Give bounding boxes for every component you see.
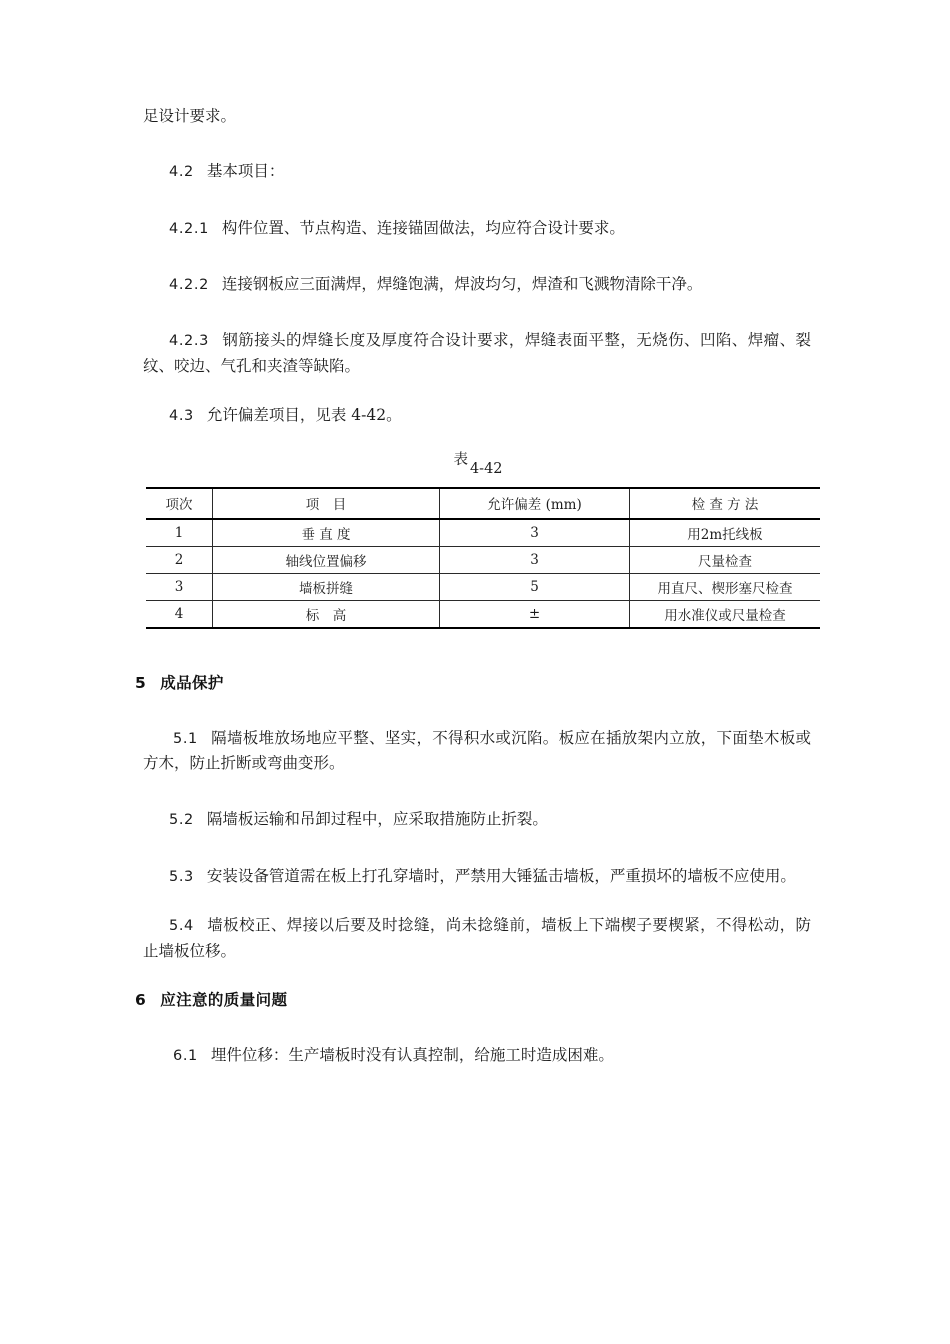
cell-method: 尺量检查 <box>630 546 821 573</box>
paragraph-text-6-1: 埋件位移：生产墙板时没有认真控制，给施工时造成困难。 <box>210 1045 614 1064</box>
paragraph-text-4-2-1: 构件位置、节点构造、连接锚固做法，均应符合设计要求。 <box>221 218 625 237</box>
tolerance-table <box>146 487 820 629</box>
paragraph-number-4-2-1: 4.2.1 <box>169 220 209 237</box>
paragraph-text-5-2: 隔墙板运输和吊卸过程中，应采取措施防止折裂。 <box>206 810 548 829</box>
cell-tolerance: 3 <box>440 519 630 547</box>
paragraph-text-5-1: 隔墙板堆放场地应平整、坚实，不得积水或沉陷。板应在插放架内立放，下面垫木板或方木，防止折断或弯曲变形。 <box>143 728 811 773</box>
paragraph-number-4-2: 4.2 <box>169 164 194 181</box>
table-header-tolerance: 允许偏差 (mm) <box>440 488 630 519</box>
paragraph-number-5-3: 5.3 <box>169 868 194 885</box>
paragraph-number-6-1: 6.1 <box>173 1047 198 1064</box>
paragraph-4-2-1 <box>143 216 811 241</box>
table-header-index: 项次 <box>146 488 213 519</box>
table-row <box>146 600 820 628</box>
table-row <box>146 519 820 547</box>
cell-index: 4 <box>146 600 213 628</box>
table-header-item: 项 目 <box>213 488 440 519</box>
table-caption-label: 表 <box>453 451 468 468</box>
cell-index: 2 <box>146 546 213 573</box>
paragraph-4-3 <box>143 403 811 428</box>
table-header-method: 检 查 方 法 <box>630 488 821 519</box>
cell-method: 用2m托线板 <box>630 519 821 547</box>
cell-method: 用水准仪或尺量检查 <box>630 600 821 628</box>
section-title-6: 应注意的质量问题 <box>160 990 288 1009</box>
paragraph-4-2-3 <box>143 328 811 379</box>
cell-tolerance: 5 <box>440 573 630 600</box>
paragraph-4-2 <box>143 159 811 184</box>
table-header-row <box>146 488 820 519</box>
cell-index: 3 <box>146 573 213 600</box>
cell-tolerance: 3 <box>440 546 630 573</box>
paragraph-number-5-4: 5.4 <box>169 918 194 935</box>
paragraph-5-1 <box>143 726 811 777</box>
tolerance-table-wrapper <box>146 487 801 629</box>
paragraph-number-5-1: 5.1 <box>173 730 198 747</box>
cell-item: 垂 直 度 <box>213 519 440 547</box>
paragraph-text-5-4: 墙板校正、焊接以后要及时捻缝，尚未捻缝前，墙板上下端楔子要楔紧，不得松动，防止墙板位移。 <box>143 916 811 960</box>
paragraph-text-4-2: 基本项目： <box>206 162 285 181</box>
table-row <box>146 546 820 573</box>
paragraph-text-5-3: 安装设备管道需在板上打孔穿墙时，严禁用大锤猛击墙板，严重损坏的墙板不应使用。 <box>206 866 796 885</box>
cell-item: 标 高 <box>213 600 440 628</box>
section-number-5: 5 <box>135 673 147 692</box>
paragraph-4-2-2 <box>143 272 811 297</box>
section-heading-5 <box>135 671 811 695</box>
continued-paragraph: 足设计要求。 <box>143 107 237 125</box>
paragraph-5-3 <box>143 864 811 889</box>
cell-item: 轴线位置偏移 <box>213 546 440 573</box>
paragraph-number-4-3: 4.3 <box>169 408 194 425</box>
cell-index: 1 <box>146 519 213 547</box>
cell-tolerance: ± <box>440 600 630 628</box>
paragraph-text-4-2-3: 钢筋接头的焊缝长度及厚度符合设计要求，焊缝表面平整，无烧伤、凹陷、焊瘤、裂纹、咬边、气孔和夹渣等缺陷。 <box>143 331 811 375</box>
cell-method: 用直尺、楔形塞尺检查 <box>630 573 821 600</box>
cell-item: 墙板拼缝 <box>213 573 440 600</box>
paragraph-6-1 <box>143 1043 811 1068</box>
paragraph-5-2 <box>143 807 811 832</box>
document-content <box>135 104 811 1068</box>
section-heading-6 <box>135 988 811 1012</box>
section-number-6: 6 <box>135 990 147 1009</box>
paragraph-number-4-2-3: 4.2.3 <box>169 333 209 350</box>
paragraph-number-5-2: 5.2 <box>169 812 194 829</box>
paragraph-text-4-2-2: 连接钢板应三面满焊，焊缝饱满，焊波均匀，焊渣和飞溅物清除干净。 <box>221 274 703 293</box>
paragraph-number-4-2-2: 4.2.2 <box>169 276 209 293</box>
paragraph-text-4-3: 允许偏差项目，见表 4-42。 <box>206 406 402 425</box>
table-caption <box>143 453 811 487</box>
paragraph-5-4 <box>143 913 811 964</box>
section-title-5: 成品保护 <box>160 673 224 692</box>
table-caption-number: 4-42 <box>469 460 503 477</box>
table-row <box>146 573 820 600</box>
